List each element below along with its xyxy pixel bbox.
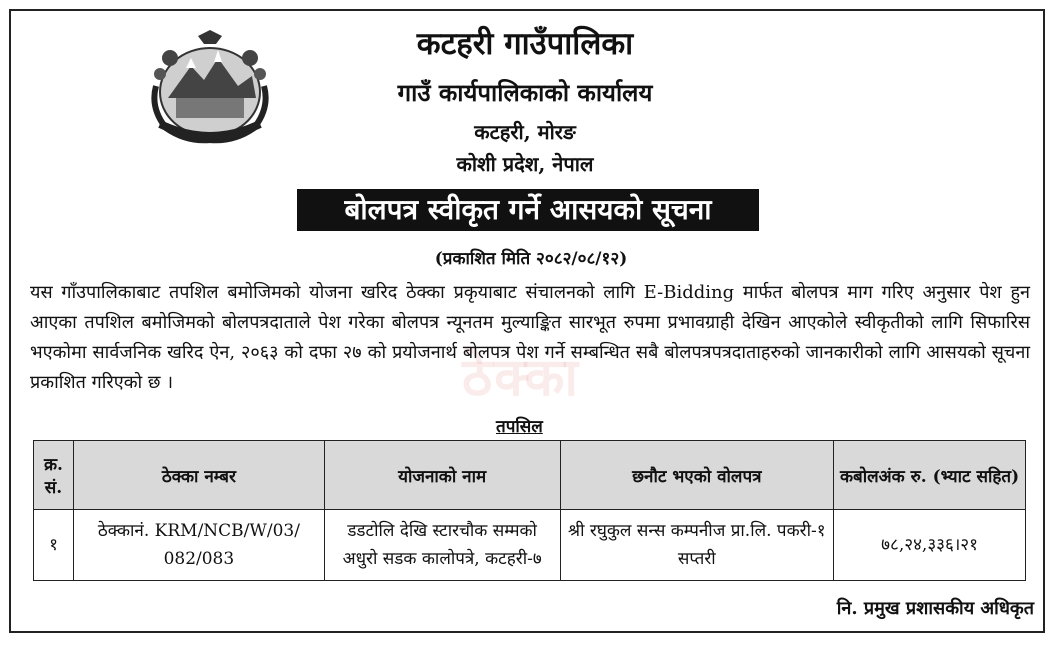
col-contract-number: ठेक्का नम्बर [73, 441, 324, 510]
notice-body: यस गाँउपालिकाबाट तपशिल बमोजिमको योजना खरिद ठेक्का प्रकृयाबाट संचालनको लागि E-Bidding मार्फत बोलपत्र माग गरिए अनुसार पेश हुन आएका तपशिल बमोजिमको बोलपत्रदाताले पेश गरेका बोलपत्र न्यूनतम मुल्याङ्कित सारभूत रुपमा प्रभावग्राही देखिन आएकोले स्वीकृतीको लागि सिफारिस भएकोमा सार्वजनिक खरिद ऐन, २०६३ को दफा २७ को प्रयोजनार्थ बोलपत्र पेश गर्ने सम्बन्धित सबै बोलपत्रपत्रदाताहरुको जानकारीको लागि आसयको सूचना प्रकाशित गरिएको छ । [30, 282, 1030, 393]
location: कटहरी, मोरङ [474, 120, 576, 144]
cell-bid-amount: ७८,२४,३३६।२१ [834, 510, 1026, 581]
notice-title: बोलपत्र स्वीकृत गर्ने आसयको सूचना [297, 189, 759, 231]
cell-serial: १ [34, 510, 74, 581]
col-project-name: योजनाको नाम [324, 441, 560, 510]
cell-project-name: डडटोलि देखि स्टारचौक सम्मको अधुरो सडक कालोपत्रे, कटहरी-७ [324, 510, 560, 581]
col-serial: क्र. सं. [34, 441, 74, 510]
table-row [34, 510, 1026, 581]
nepal-emblem-icon [146, 28, 274, 146]
col-bid-amount: कबोलअंक रु. (भ्याट सहित) [834, 441, 1026, 510]
signature-title: नि. प्रमुख प्रशासकीय अधिकृत [836, 598, 1034, 619]
municipality-title: कटहरी गाउँपालिका [416, 26, 634, 62]
province: कोशी प्रदेश, नेपाल [456, 152, 594, 176]
watermark: ठेक्का [462, 348, 580, 408]
schedule-heading: तपसिल [496, 417, 543, 437]
publication-date: (प्रकाशित मिति २०८२/०८/१२) [434, 249, 628, 269]
table-header-row [34, 441, 1026, 510]
office-name: गाउँ कार्यपालिकाको कार्यालय [397, 78, 653, 107]
bid-table [33, 440, 1026, 581]
cell-contract-number: ठेक्कानं. KRM/NCB/W/03/ 082/083 [73, 510, 324, 581]
col-selected-bid: छनौट भएको वोलपत्र [560, 441, 834, 510]
cell-selected-bid: श्री रघुकुल सन्स कम्पनीज प्रा.लि. पकरी-१ सप्तरी [560, 510, 834, 581]
